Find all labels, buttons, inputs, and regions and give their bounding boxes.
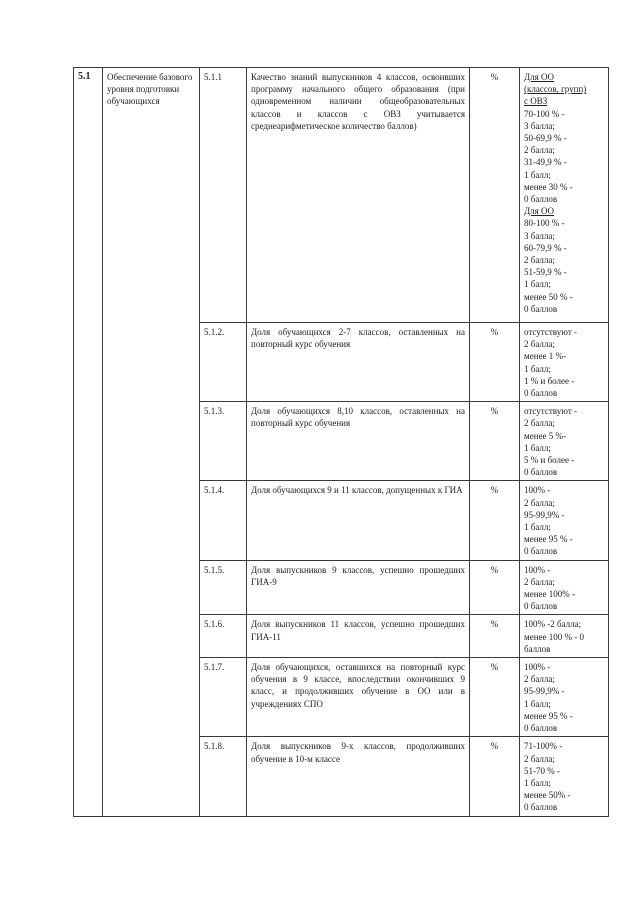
criteria-line: 1 балл; <box>524 363 551 374</box>
criteria-line: менее 50 % - <box>524 291 573 302</box>
indicator-description: Доля выпускников 11 классов, успешно прошедших ГИА-11 <box>247 615 470 658</box>
criteria-line: 95-99,9% - <box>524 509 565 520</box>
criteria-line: 100% -2 балла; <box>524 619 582 630</box>
criteria-line: менее 100% - <box>524 589 575 600</box>
unit-of-measure: % <box>470 402 520 481</box>
criteria-line: 0 баллов <box>524 546 558 557</box>
criteria-line: 2 балла; <box>524 339 555 350</box>
scoring-criteria <box>520 560 609 615</box>
criteria-line: 2 балла; <box>524 255 555 266</box>
scoring-criteria <box>520 481 609 560</box>
criteria-line: 50-69,9 % - <box>524 133 567 144</box>
unit-of-measure: % <box>470 615 520 658</box>
criteria-line: 1 балл; <box>524 698 551 709</box>
criteria-line: 2 балла; <box>524 576 555 587</box>
criteria-line: 0 баллов <box>524 388 558 399</box>
criteria-line: менее 30 % - <box>524 181 573 192</box>
indicator-code: 5.1.8. <box>200 737 247 816</box>
unit-of-measure: % <box>470 737 520 816</box>
section-number: 5.1 <box>74 68 103 817</box>
scoring-criteria <box>520 68 609 323</box>
unit-of-measure: % <box>470 658 520 737</box>
indicator-description: Доля обучающихся 2-7 классов, оставленных на повторный курс обучения <box>247 323 470 402</box>
scoring-criteria <box>520 615 609 658</box>
criteria-line: 1 балл; <box>524 522 551 533</box>
criteria-line: 5 % и более - <box>524 455 575 466</box>
criteria-line: 1 балл; <box>524 777 551 788</box>
criteria-line: (классов, групп) <box>524 84 587 95</box>
table-body <box>74 68 609 817</box>
criteria-line: баллов <box>524 643 551 654</box>
criteria-line: с ОВЗ <box>524 96 548 107</box>
criteria-line: Для ОО <box>524 72 555 82</box>
criteria-line: 0 баллов <box>524 194 558 205</box>
criteria-line: 2 балла; <box>524 497 555 508</box>
indicator-code: 5.1.5. <box>200 560 247 615</box>
indicator-code: 5.1.2. <box>200 323 247 402</box>
criteria-table <box>73 67 609 817</box>
criteria-line: менее 100 % - 0 <box>524 631 584 642</box>
indicator-description: Качество знаний выпускников 4 классов, освоивших программу начального общего образования (при одновременном наличии общеобразовательных классов и классов с ОВЗ учитывается среднеарифметическое количество баллов) <box>247 68 470 323</box>
unit-of-measure: % <box>470 323 520 402</box>
criteria-line: 100% - <box>524 485 551 496</box>
criteria-line: отсутствуют - <box>524 327 577 337</box>
criteria-line: менее 50% - <box>524 790 571 801</box>
criteria-line: менее 95 % - <box>524 710 573 721</box>
criteria-line: 70-100 % - <box>524 108 565 119</box>
indicator-description: Доля обучающихся 8,10 классов, оставленных на повторный курс обучения <box>247 402 470 481</box>
indicator-code: 5.1.4. <box>200 481 247 560</box>
criteria-line: 2 балла; <box>524 145 555 156</box>
criteria-line: 1 балл; <box>524 279 551 290</box>
scoring-criteria <box>520 402 609 481</box>
unit-of-measure: % <box>470 560 520 615</box>
criteria-line: 60-79,9 % - <box>524 242 567 253</box>
section-title: Обеспечение базового уровня подготовки обучающихся <box>103 68 200 817</box>
criteria-line: 80-100 % - <box>524 218 565 229</box>
criteria-line: Для ОО <box>524 206 555 217</box>
criteria-line: 2 балла; <box>524 674 555 685</box>
criteria-line: 3 балла; <box>524 230 555 241</box>
criteria-line: 1 балл; <box>524 169 551 180</box>
table-row <box>74 68 609 323</box>
criteria-line: 100% - <box>524 662 551 673</box>
unit-of-measure: % <box>470 68 520 323</box>
criteria-line: 0 баллов <box>524 601 558 612</box>
criteria-line: менее 1 %- <box>524 351 566 362</box>
criteria-line: 51-59,9 % - <box>524 267 567 278</box>
criteria-line: 51-70 % - <box>524 765 560 776</box>
indicator-description: Доля обучающихся 9 и 11 классов, допущенных к ГИА <box>247 481 470 560</box>
criteria-line: 2 балла; <box>524 753 555 764</box>
criteria-line: менее 95 % - <box>524 534 573 545</box>
unit-of-measure: % <box>470 481 520 560</box>
criteria-line: 0 баллов <box>524 723 558 734</box>
criteria-line: 0 баллов <box>524 802 558 813</box>
scoring-criteria <box>520 737 609 816</box>
criteria-line: 1 балл; <box>524 442 551 453</box>
criteria-line: отсутствуют - <box>524 406 577 417</box>
criteria-line: 0 баллов <box>524 303 558 314</box>
criteria-line: 1 % и более - <box>524 375 575 386</box>
criteria-line: 95-99,9% - <box>524 686 565 697</box>
indicator-description: Доля обучающихся, оставшихся на повторный курс обучения в 9 классе, впоследствии окончивших 9 класс, и продолживших обучение в ОО или в учреждениях СПО <box>247 658 470 737</box>
criteria-line: 31-49,9 % - <box>524 157 567 168</box>
indicator-code: 5.1.3. <box>200 402 247 481</box>
indicator-description: Доля выпускников 9 классов, успешно прошедших ГИА-9 <box>247 560 470 615</box>
scoring-criteria <box>520 323 609 402</box>
criteria-line: менее 5 %- <box>524 430 566 441</box>
indicator-code: 5.1.1 <box>200 68 247 323</box>
criteria-line: 2 балла; <box>524 418 555 429</box>
scoring-criteria <box>520 658 609 737</box>
indicator-description: Доля выпускников 9-х классов, продолживших обучение в 10-м классе <box>247 737 470 816</box>
indicator-code: 5.1.6. <box>200 615 247 658</box>
criteria-line: 0 баллов <box>524 467 558 478</box>
criteria-line: 71-100% - <box>524 741 563 752</box>
indicator-code: 5.1.7. <box>200 658 247 737</box>
criteria-line: 3 балла; <box>524 120 555 131</box>
criteria-line: 100% - <box>524 564 551 575</box>
